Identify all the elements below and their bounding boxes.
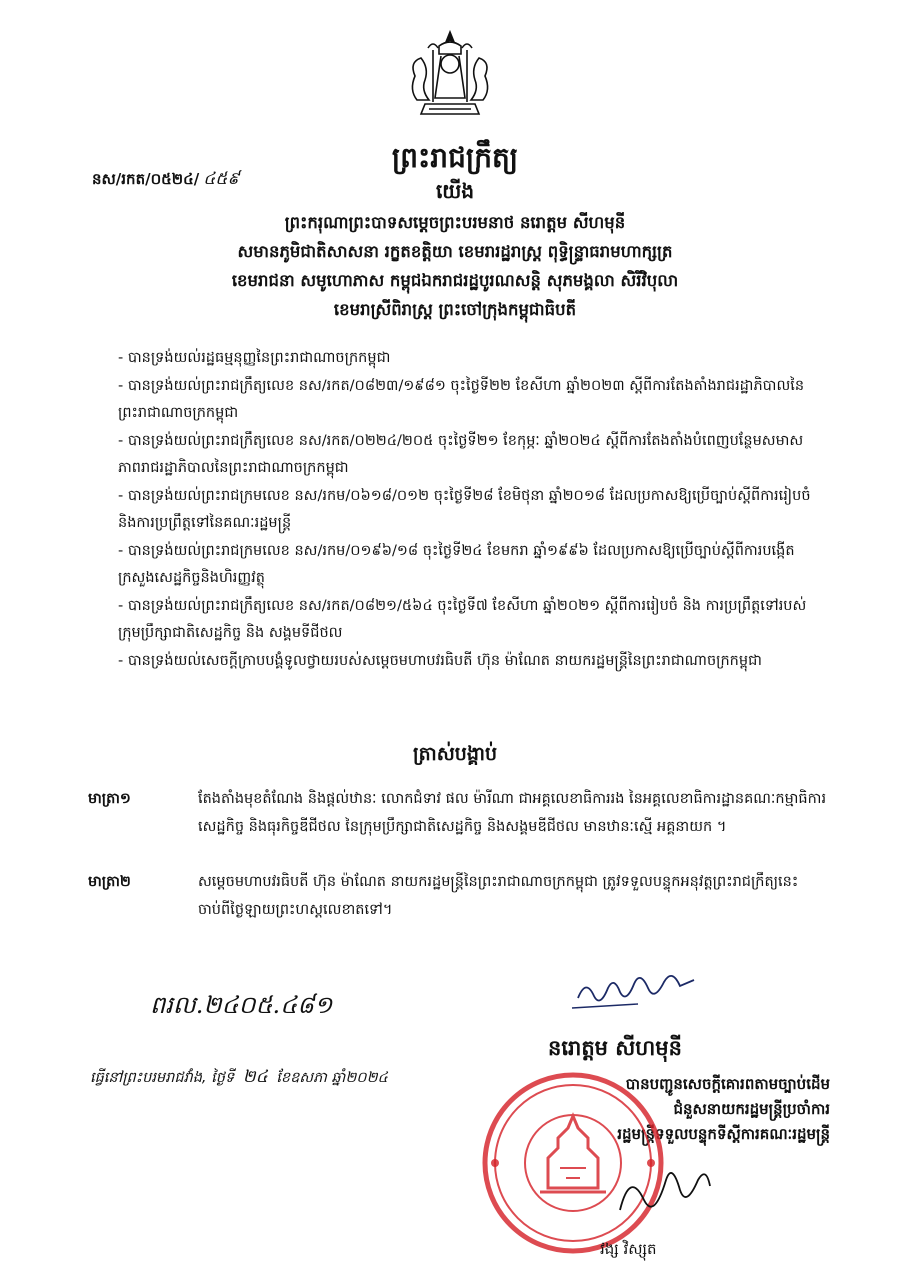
- royal-title-line: ព្រះករុណាព្រះបាទសម្តេចព្រះបរមនាថ នរោត្តម សីហមុនី: [284, 213, 626, 232]
- article-1: [88, 785, 828, 841]
- royal-title-line: ខេមរាស្រីពិរាស្ត្រ ព្រះចៅក្រុងកម្ពុជាធិបតី: [333, 300, 577, 319]
- king-signature: [568, 958, 718, 1014]
- we-heading: យើង: [435, 179, 475, 203]
- article-label: មាត្រា២: [88, 874, 131, 890]
- king-name: នរោត្តម សីហមុនី: [548, 1036, 682, 1060]
- visa-list: [118, 345, 818, 675]
- countersign-line: ជំនួសនាយករដ្ឋមន្ត្រីប្រចាំការ: [673, 1100, 830, 1118]
- royal-title-line: សមានភូមិជាតិសាសនា រក្ខតខត្តិយា ខេមរារដ្ឋរាស្ត្រ ពុទ្ធិន្ទ្រាធរាមហាក្សត្រ: [237, 242, 673, 261]
- place-date-prefix: ធ្វើនៅព្រះបរមរាជវាំង, ថ្ងៃទី: [90, 1070, 235, 1086]
- reference-printed: នស/រកត/០៥២៤/: [92, 170, 200, 188]
- visa-item: - បានទ្រង់យល់ព្រះរាជក្រមលេខ នស/រកម/០១៩៦/១៨ ចុះថ្ងៃទី២៤ ខែមករា ឆ្នាំ១៩៩៦ ដែលប្រកាសឱ្យប្រើច្បាប់ស្តីពីការបង្កើតក្រសួងសេដ្ឋកិច្ចនិងហិរញ្ញវត្ថុ: [118, 542, 795, 586]
- article-text: សម្តេចមហាបវរធិបតី ហ៊ុន ម៉ាណែត នាយករដ្ឋមន្ត្រីនៃព្រះរាជាណាចក្រកម្ពុជា ត្រូវទទួលបន្ទុកអនុវត្តព្រះរាជក្រឹត្យនេះ ចាប់ពីថ្ងៃឡាយព្រះហស្តលេខាតទៅ។: [198, 874, 799, 918]
- visa-item: - បានទ្រង់យល់ព្រះរាជក្រឹត្យលេខ នស/រកត/០៨២៣/១៩៨១ ចុះថ្ងៃទី២២ ខែសីហា ឆ្នាំ២០២៣ ស្តីពីការតែងតាំងរាជរដ្ឋាភិបាលនៃព្រះរាជាណាចក្រកម្ពុជា: [118, 377, 805, 421]
- visa-item: - បានទ្រង់យល់រដ្ឋធម្មនុញ្ញនៃព្រះរាជាណាចក្រកម្ពុជា: [118, 350, 391, 366]
- royal-title-line: ខេមរាជនា សមូហោភាស កម្ពុជឯករាជរដ្ឋបូរណសន្តិ សុភមង្គលា សិរីវិបុលា: [231, 271, 679, 290]
- place-date-suffix: ខែឧសភា ឆ្នាំ២០២៤: [276, 1070, 388, 1086]
- place-and-date: [90, 1066, 388, 1091]
- article-2: [88, 868, 828, 924]
- document-title: ព្រះរាជក្រឹត្យ: [391, 141, 519, 174]
- visa-item: - បានទ្រង់យល់ព្រះរាជក្រឹត្យលេខ នស/រកត/០២២៤/២០៥ ចុះថ្ងៃទី២១ ខែកុម្ភៈ ឆ្នាំ២០២៤ ស្តីពីការតែងតាំងបំពេញបន្ថែមសមាសភាពរាជរដ្ឋាភិបាលនៃព្រះរាជាណាចក្រកម្ពុជា: [118, 432, 804, 476]
- countersign-line: រដ្ឋមន្ត្រីទទួលបន្ទុកទីស្តីការគណៈរដ្ឋមន្ត្រី: [617, 1125, 830, 1143]
- article-label: មាត្រា១: [88, 791, 131, 807]
- visa-item: - បានទ្រង់យល់សេចក្តីក្រាបបង្គំទូលថ្វាយរបស់សម្តេចមហាបវរធិបតី ហ៊ុន ម៉ាណែត នាយករដ្ឋមន្ត្រីនៃព្រះរាជាណាចក្រកម្ពុជា: [118, 652, 762, 669]
- visa-item: - បានទ្រង់យល់ព្រះរាជក្រឹត្យលេខ នស/រកត/០៨២១/៥៦៤ ចុះថ្ងៃទី៧ ខែសីហា ឆ្នាំ២០២១ ស្តីពីការរៀបចំ និង ការប្រព្រឹត្តទៅរបស់ក្រុមប្រឹក្សាជាតិសេដ្ឋកិច្ច និង សង្គមទីជីថល: [118, 597, 807, 641]
- reference-handwritten: ៤៥៩: [203, 169, 240, 189]
- place-date-day: ២៤: [242, 1067, 268, 1087]
- article-text: តែងតាំងមុខតំណែង និងផ្តល់ឋានៈ លោកជំទាវ ផល ម៉ារីណា ជាអគ្គលេខាធិការរង នៃអគ្គលេខាធិការដ្ឋានគណៈកម្មាធិការសេដ្ឋកិច្ច និងធុរកិច្ចឌីជីថល នៃក្រុមប្រឹក្សាជាតិសេដ្ឋកិច្ច និងសង្គមឌីជីថល មានឋានៈស្មើ អគ្គនាយក ។: [198, 791, 827, 835]
- royal-crest-emblem: [395, 28, 505, 120]
- visa-item: - បានទ្រង់យល់ព្រះរាជក្រមលេខ នស/រកម/០៦១៨/០១២ ចុះថ្ងៃទី២៨ ខែមិថុនា ឆ្នាំ២០១៨ ដែលប្រកាសឱ្យប្រើច្បាប់ស្តីពីការរៀបចំនិងការប្រព្រឹត្តទៅនៃគណៈរដ្ឋមន្ត្រី: [118, 487, 811, 531]
- handwritten-registration-number: ពរល.២៤០៥.៤៨១: [150, 991, 333, 1019]
- decree-heading: ត្រាស់បង្គាប់: [412, 743, 498, 765]
- countersign-line: បានបញ្ជូនសេចក្តីគោរពតាមច្បាប់ដើម: [625, 1075, 830, 1093]
- signer-name: វង្ស វិស្សុត: [600, 1240, 657, 1258]
- minister-signature: [610, 1150, 720, 1230]
- royal-titles: [0, 208, 910, 324]
